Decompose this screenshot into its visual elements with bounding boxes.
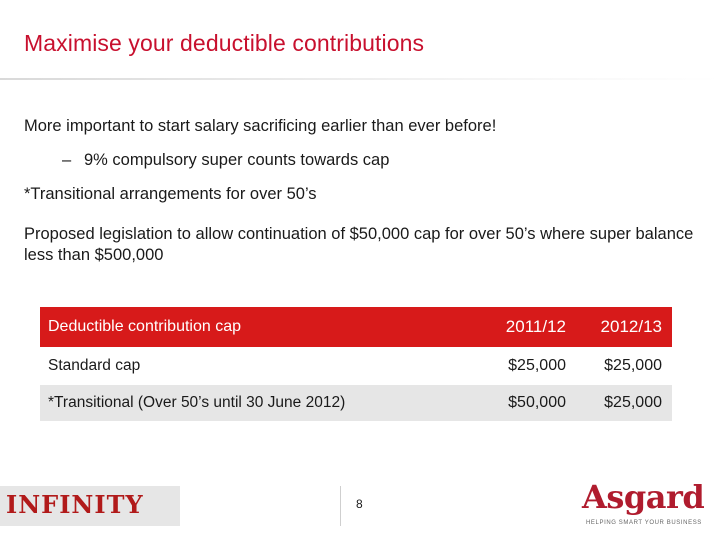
header-2011-12: 2011/12 [480,307,576,347]
cell-value: $25,000 [576,347,672,385]
slide-title: Maximise your deductible contributions [24,30,425,56]
footer-divider [340,486,341,526]
title-divider [0,78,720,80]
contribution-cap-table [40,307,672,421]
table-header-row [40,307,672,347]
sub-bullet-compulsory-super [62,150,389,171]
sub-bullet-text: 9% compulsory super counts towards cap [84,151,390,169]
row-label: Standard cap [40,347,480,385]
table-row [40,347,672,385]
infinity-logo [0,486,180,526]
asgard-logo-text: Asgard [582,478,705,516]
cell-value: $50,000 [480,385,576,421]
infinity-logo-text: INFINITY [6,495,144,515]
dash-marker: – [62,151,72,169]
page-number: 8 [356,497,363,511]
cell-value: $25,000 [480,347,576,385]
row-label: *Transitional (Over 50’s until 30 June 2012) [40,385,480,421]
bullet-proposed-legislation: Proposed legislation to allow continuation of $50,000 cap for over 50’s where super balance less than $500,000 [24,225,694,264]
cell-value: $25,000 [576,385,672,421]
asgard-logo [582,478,705,530]
table-row [40,385,672,421]
bullet-salary-sacrifice: More important to start salary sacrificing earlier than ever before! [24,117,497,135]
header-2012-13: 2012/13 [576,307,672,347]
bullet-transitional: *Transitional arrangements for over 50’s [24,185,317,203]
header-cap: Deductible contribution cap [40,307,480,347]
asgard-tagline: HELPING SMART YOUR BUSINESS [586,520,702,526]
